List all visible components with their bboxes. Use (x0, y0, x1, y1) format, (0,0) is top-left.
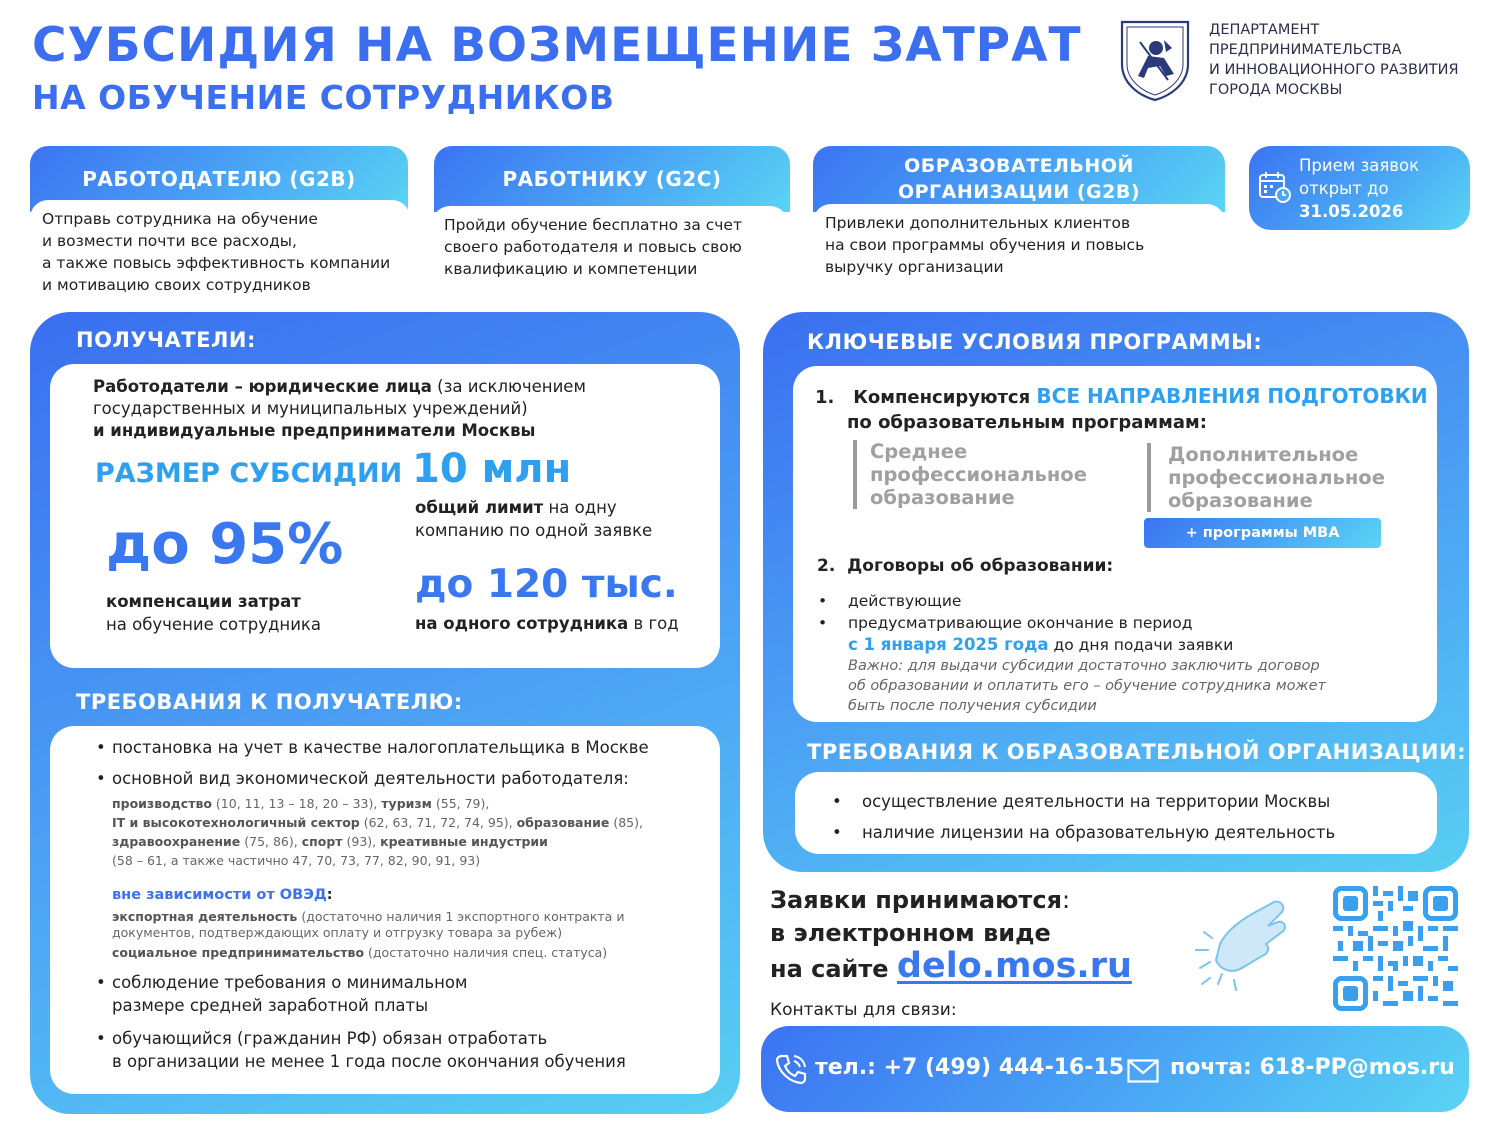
list-item: • наличие лицензии на образовательную деятельность (832, 817, 1335, 848)
org-tab: ОБРАЗОВАТЕЛЬНОЙ ОРГАНИЗАЦИИ (G2B) (813, 146, 1225, 212)
email-address[interactable]: почта: 618-PP@mos.ru (1170, 1055, 1455, 1080)
recipients-title: ПОЛУЧАТЕЛИ: (76, 328, 256, 352)
contracts-list: • действующие • предусматривающие окончание в период с 1 января 2025 года до дня подачи заявки Важно: для выдачи субсидии достаточно заключить договор об образовании и оплатить его – обучение сотрудника может быть после получения субсидии (818, 590, 1418, 716)
org-requirements-list (832, 786, 1335, 848)
limit-description: общий лимит на одну компанию по одной заявке (415, 498, 653, 540)
phone-icon (774, 1052, 808, 1086)
limit-value: 10 млн (412, 446, 572, 492)
condition-2: 2. Договоры об образовании: (817, 556, 1114, 576)
conditions-title: КЛЮЧЕВЫЕ УСЛОВИЯ ПРОГРАММЫ: (807, 330, 1263, 354)
contacts-label: Контакты для связи: (770, 1000, 957, 1020)
compensation-percent: до 95% (106, 512, 344, 577)
page-title: СУБСИДИЯ НА ВОЗМЕЩЕНИЕ ЗАТРАТ (32, 18, 1082, 73)
requirements-list (96, 736, 706, 1073)
okved-independent: вне зависимости от ОВЭД: (112, 887, 333, 903)
calendar-clock-icon (1258, 170, 1292, 204)
mba-badge: + программы MBA (1144, 518, 1381, 548)
recipients-description: Работодатели – юридические лица (за исключением государственных и муниципальных учреждений) и индивидуальные предприниматели Москвы (93, 377, 586, 440)
per-employee-value: до 120 тыс. (415, 562, 678, 607)
moscow-emblem-icon (1118, 18, 1192, 102)
org-requirements-title: ТРЕБОВАНИЯ К ОБРАЗОВАТЕЛЬНОЙ ОРГАНИЗАЦИИ: (807, 740, 1466, 764)
additional-professional-education: Дополнительное профессиональное образование (1147, 443, 1385, 512)
export-info: экспортная деятельность (достаточно наличия 1 экспортного контракта и документов, подтверждающих оплату и отгрузку товара за рубеж) социальное предпринимательство (достаточно наличия спец. статуса) (112, 909, 625, 960)
department-name: ДЕПАРТАМЕНТ ПРЕДПРИНИМАТЕЛЬСТВА И ИННОВАЦИОННОГО РАЗВИТИЯ ГОРОДА МОСКВЫ (1209, 22, 1459, 98)
per-employee-description: на одного сотрудника в год (415, 614, 679, 633)
list-item: • предусматривающие окончание в период (818, 612, 1418, 634)
important-note: Важно: для выдачи субсидии достаточно заключить договор об образовании и оплатить его – обучение сотрудника может быть после получения субсидии (848, 658, 1326, 714)
list-item: • соблюдение требования о минимальном размере средней заработной платы (96, 971, 706, 1017)
deadline-card: Прием заявок открыт до 31.05.2026 (1249, 146, 1470, 230)
employer-tab: РАБОТОДАТЕЛЮ (G2B) (30, 146, 408, 212)
qr-code-icon[interactable] (1333, 886, 1458, 1011)
requirements-title: ТРЕБОВАНИЯ К ПОЛУЧАТЕЛЮ: (76, 690, 463, 714)
list-item: • постановка на учет в качестве налогоплательщика в Москве (96, 736, 706, 759)
deadline-date: 31.05.2026 (1299, 202, 1404, 221)
list-item: • действующие (818, 590, 1418, 612)
list-item: • основной вид экономической деятельности работодателя: (96, 767, 706, 790)
compensation-description: компенсации затрат на обучение сотрудника (106, 592, 321, 634)
website-link[interactable]: delo.mos.ru (896, 946, 1132, 986)
employee-tab: РАБОТНИКУ (G2C) (434, 146, 790, 212)
condition-1: 1. Компенсируются ВСЕ НАПРАВЛЕНИЯ ПОДГОТОВКИ по образовательным программам: (815, 384, 1428, 433)
phone-number[interactable]: тел.: +7 (499) 444-16-15 (815, 1055, 1125, 1080)
org-description: Привлеки дополнительных клиентов на свои программы обучения и повысь выручку организации (813, 204, 1225, 304)
list-item: • обучающийся (гражданин РФ) обязан отработать в организации не менее 1 года после окончания обучения (96, 1027, 706, 1073)
mail-icon (1127, 1059, 1159, 1083)
employee-description: Пройди обучение бесплатно за счет своего работодателя и повысь свою квалификацию и компетенции (432, 206, 788, 306)
okved-codes: производство (10, 11, 13 – 18, 20 – 33), туризм (55, 79), IT и высокотехнологичный сектор (62, 63, 71, 72, 74, 95), образование (85), здравоохранение (75, 86), спорт (93), креативные индустрии (58 – 61, а также частично 47, 70, 73, 77, 82, 90, 91, 93) (112, 796, 643, 868)
subsidy-size-label: РАЗМЕР СУБСИДИИ (95, 458, 403, 489)
apply-info: Заявки принимаются: в электронном виде на сайте delo.mos.ru (770, 886, 1132, 986)
employer-description: Отправь сотрудника на обучение и возмести почти все расходы, а также повысь эффективность компании и мотивацию своих сотрудников (30, 200, 410, 300)
list-item: • осуществление деятельности на территории Москвы (832, 786, 1335, 817)
hand-touch-icon (1182, 892, 1294, 998)
secondary-vocational-education: Среднее профессиональное образование (853, 440, 1087, 509)
page-subtitle: НА ОБУЧЕНИЕ СОТРУДНИКОВ (32, 78, 615, 117)
